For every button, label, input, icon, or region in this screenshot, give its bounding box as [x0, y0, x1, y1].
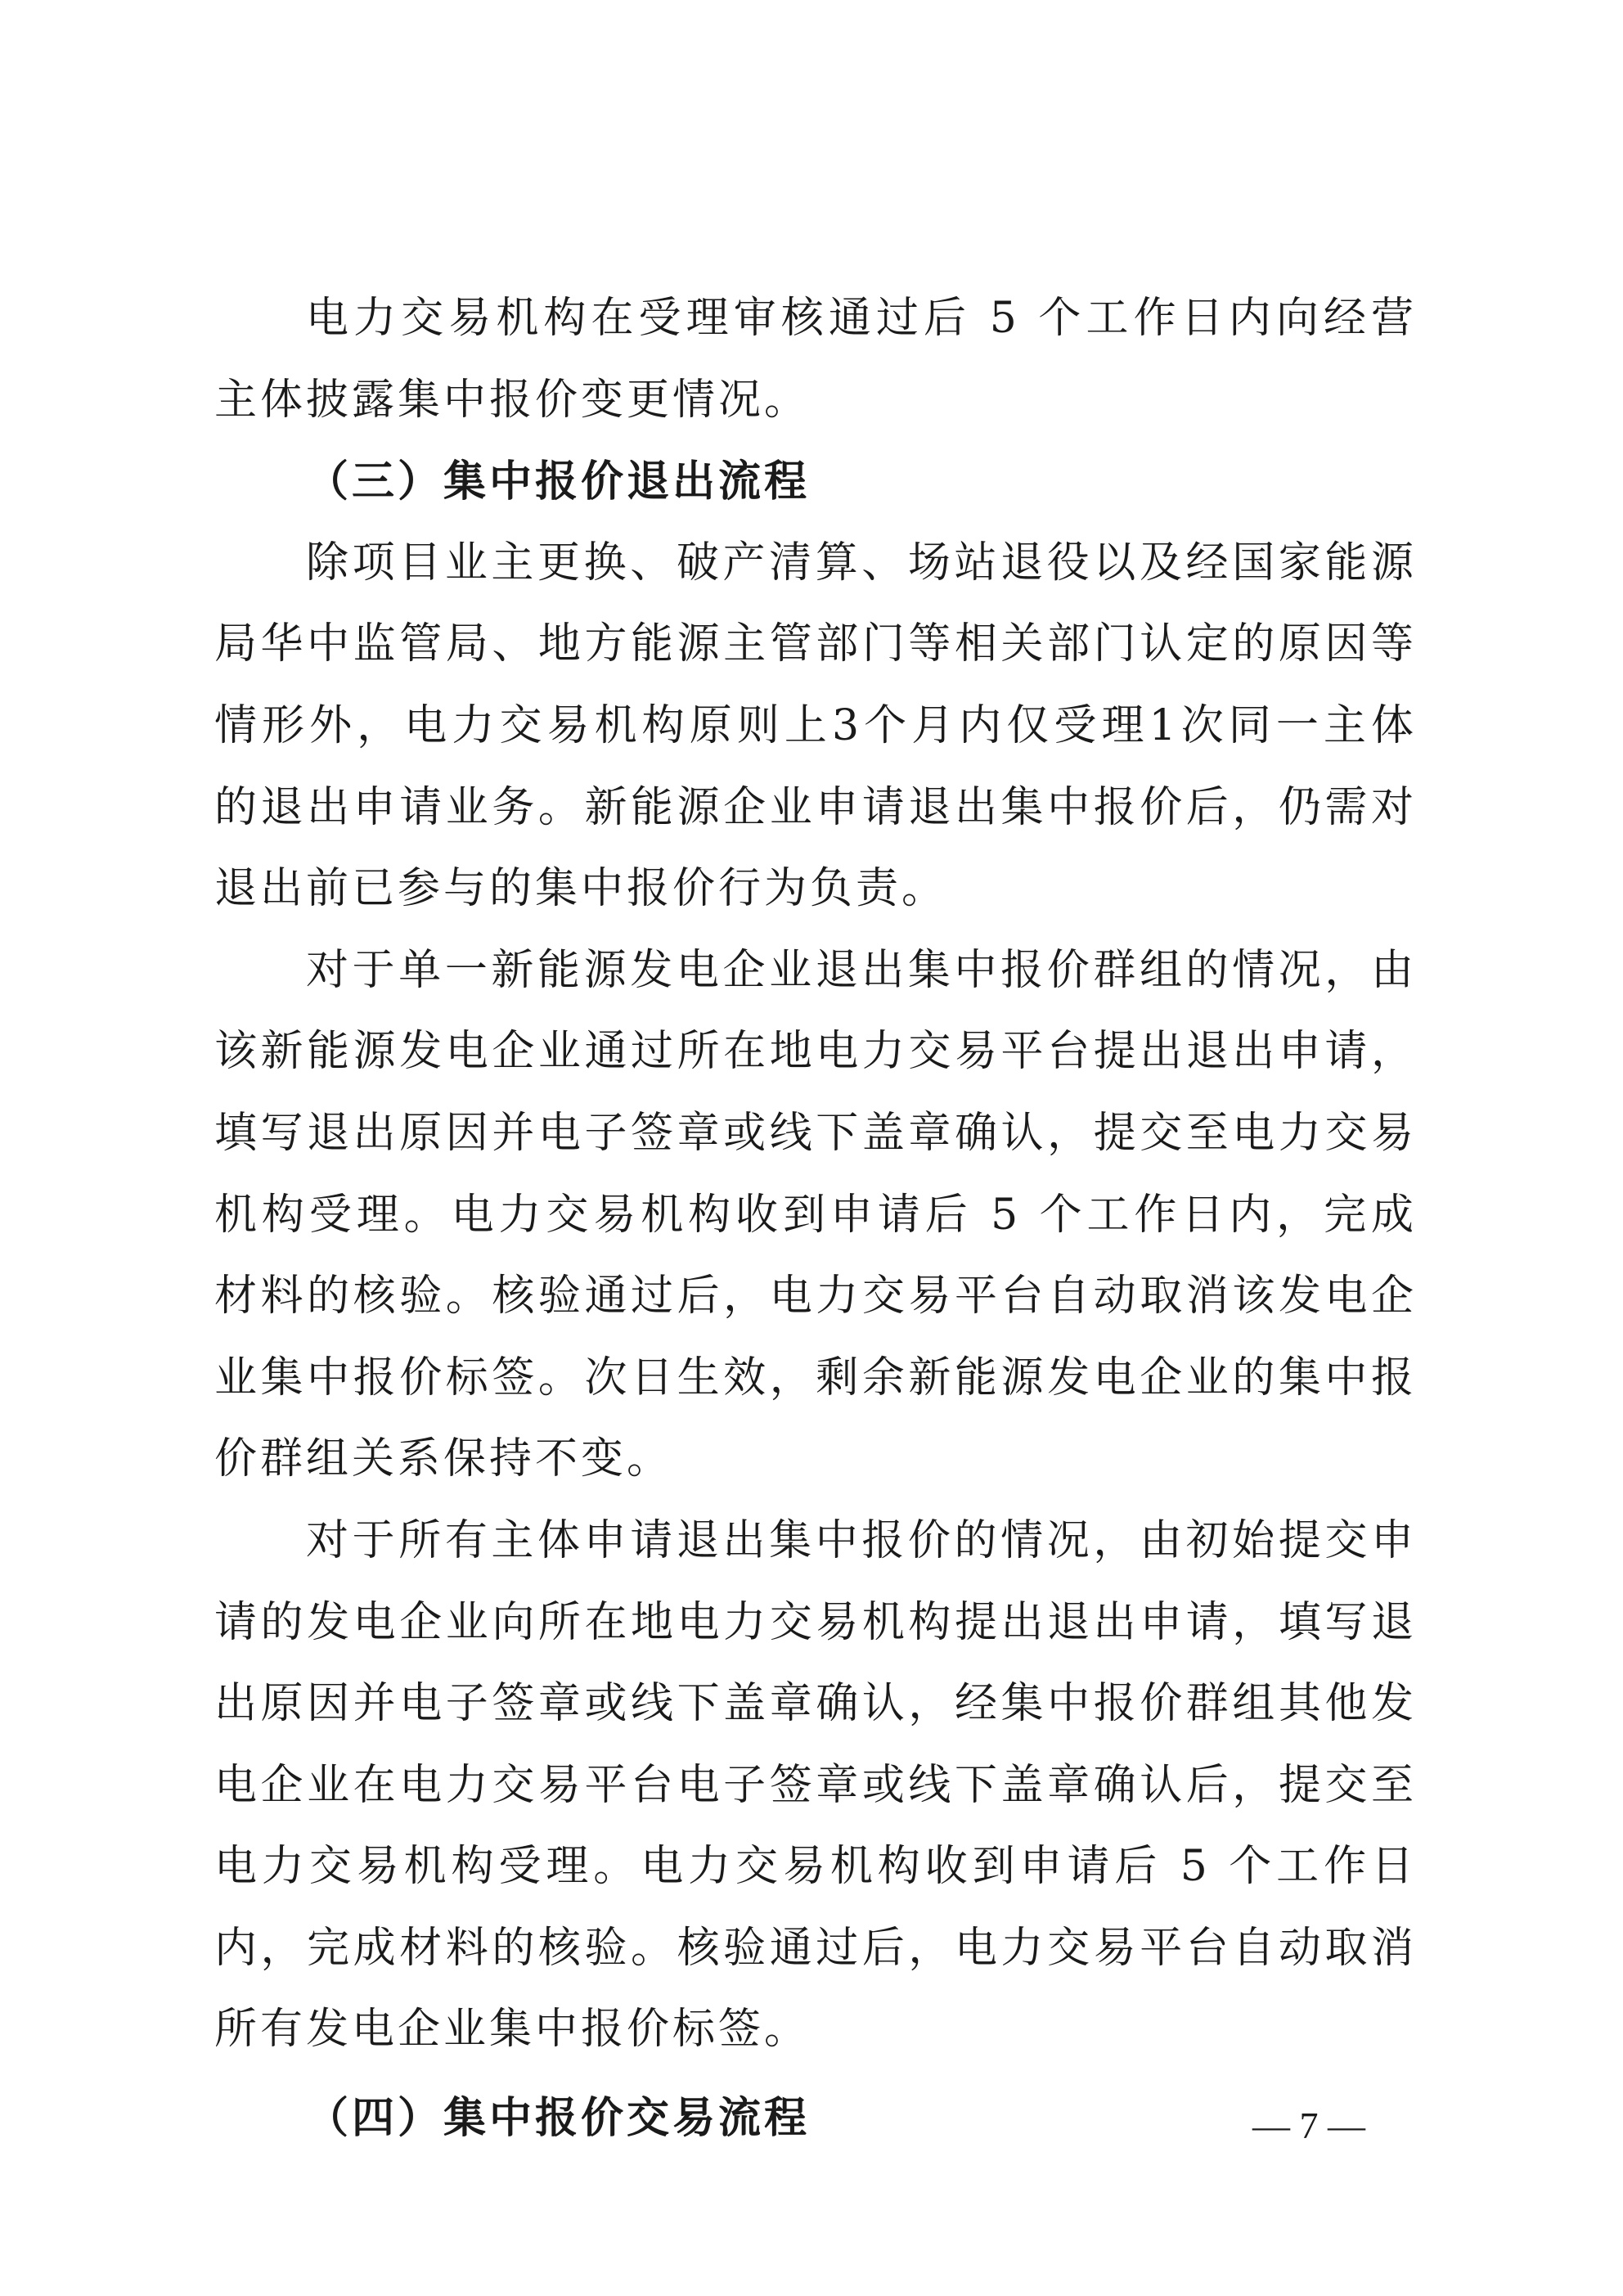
paragraph-all-exit: 对于所有主体申请退出集中报价的情况，由初始提交申请的发电企业向所在地电力交易机构提出退出申请，填写退出原因并电子签章或线下盖章确认，经集中报价群组其他发电企业在电力交易平台电子签章或线下盖章确认后，提交至电力交易机构受理。电力交易机构收到申请后 5 个工作日内，完成材料的核验。核验通过后，电力交易平台自动取消所有发电企业集中报价标签。 [214, 1515, 1417, 2055]
paragraph-exit-conditions: 除项目业主更换、破产清算、场站退役以及经国家能源局华中监管局、地方能源主管部门等相关部门认定的原因等情形外，电力交易机构原则上3个月内仅受理1次同一主体的退出申请业务。新能源企业申请退出集中报价后，仍需对退出前已参与的集中报价行为负责。 [214, 538, 1417, 914]
page-number: — 7 — [1252, 2105, 1365, 2146]
document-body [214, 278, 1417, 2159]
section-heading-trading-process: （四）集中报价交易流程 [306, 2093, 811, 2144]
paragraph-single-exit: 对于单一新能源发电企业退出集中报价群组的情况，由该新能源发电企业通过所在地电力交易平台提出退出申请，填写退出原因并电子签章或线下盖章确认，提交至电力交易机构受理。电力交易机构收到申请后 5 个工作日内，完成材料的核验。核验通过后，电力交易平台自动取消该发电企业集中报价标签。次日生效，剩余新能源发电企业的集中报价群组关系保持不变。 [214, 945, 1417, 1484]
section-heading-exit-process: （三）集中报价退出流程 [306, 457, 811, 507]
paragraph-disclosure: 电力交易机构在受理审核通过后 5 个工作日内向经营主体披露集中报价变更情况。 [214, 294, 1417, 425]
